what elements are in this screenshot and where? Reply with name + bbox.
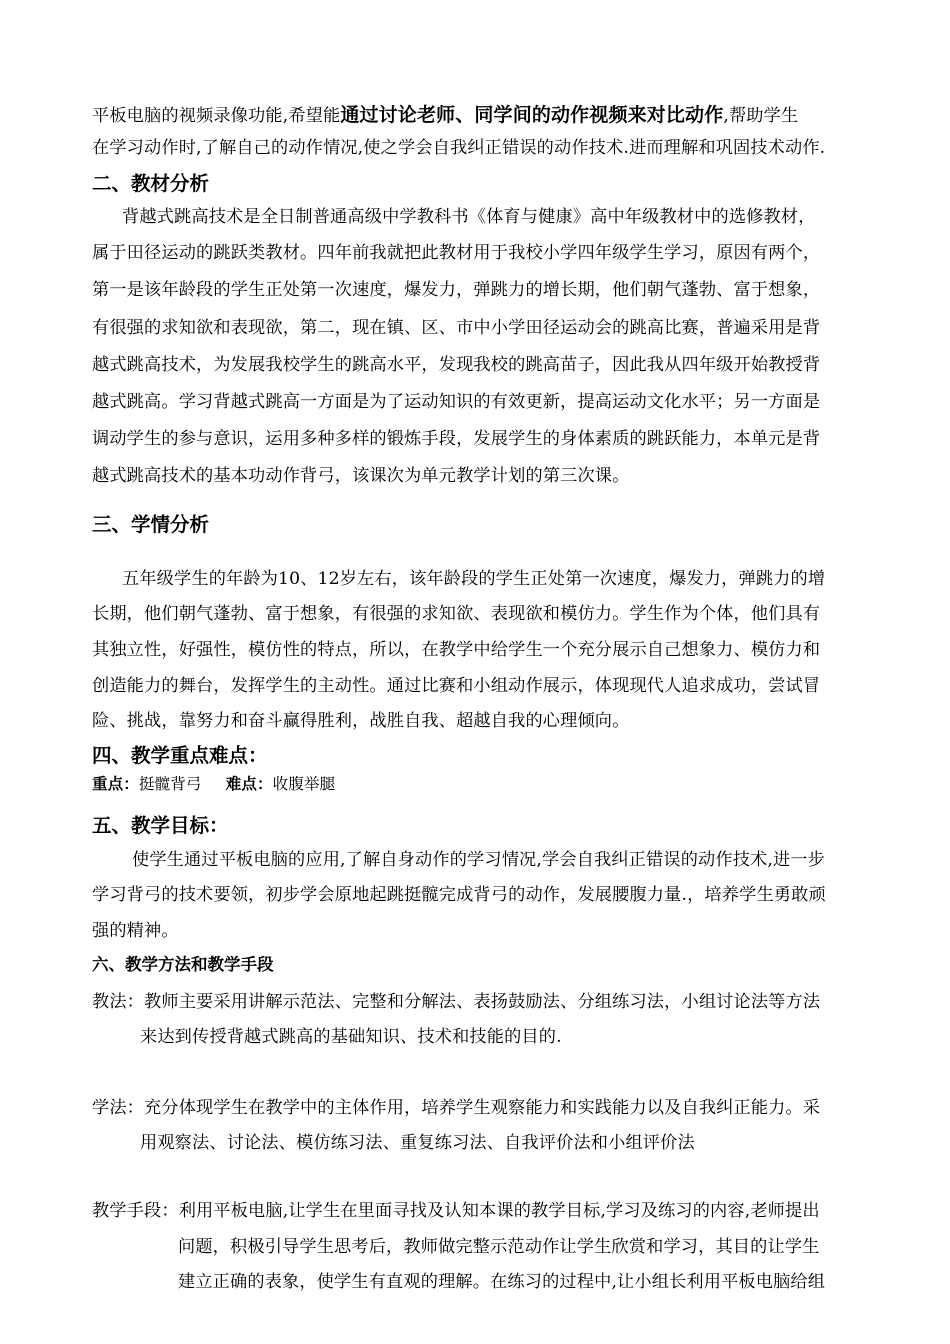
section-3-line: 五年级学生的年龄为10、12岁左右，该年龄段的学生正处第一次速度，爆发力，弹跳力的增 — [122, 569, 826, 589]
intro-line-1 — [92, 100, 798, 127]
section-2-line: 调动学生的参与意识，运用多种多样的锻炼手段，发展学生的身体素质的跳跃能力，本单元是背 — [92, 429, 821, 449]
section-2-line: 有很强的求知欲和表现欲，第二，现在镇、区、市中小学田径运动会的跳高比赛，普遍采用是背 — [92, 318, 821, 338]
section-5-line: 强的精神。 — [92, 921, 179, 941]
section-2-heading: 二、教材分析 — [92, 172, 210, 195]
learning-method-line: 学法：充分体现学生在教学中的主体作用，培养学生观察能力和实践能力以及自我纠正能力。采 — [92, 1098, 821, 1118]
section-5-line: 学习背弓的技术要领，初步学会原地起跳挺髋完成背弓的动作，发展腰腹力量.，培养学生勇敢顽 — [92, 885, 826, 905]
teaching-means-line: 教学手段：利用平板电脑,让学生在里面寻找及认知本课的教学目标,学习及练习的内容,老师提出 — [92, 1201, 820, 1221]
intro-text-before: 平板电脑的视频录像功能,希望能 — [92, 106, 341, 126]
section-5-heading: 五、教学目标： — [92, 814, 229, 837]
teaching-means-line: 建立正确的表象，使学生有直观的理解。在练习的过程中,让小组长利用平板电脑给组 — [178, 1272, 826, 1292]
section-2-line: 越式跳高。学习背越式跳高一方面是为了运动知识的有效更新，提高运动文化水平；另一方面是 — [92, 392, 821, 412]
key-point-label: 重点： — [92, 774, 139, 793]
key-point-value: 挺髋背弓 — [138, 775, 202, 793]
difficulty-value: 收腹举腿 — [272, 775, 336, 793]
intro-line-2: 在学习动作时,了解自己的动作情况,使之学会自我纠正错误的动作技术.进而理解和巩固技术动作. — [92, 138, 826, 158]
section-2-line: 背越式跳高技术是全日制普通高级中学教科书《体育与健康》高中年级教材中的选修教材， — [122, 207, 816, 227]
section-2-line: 属于田径运动的跳跃类教材。四年前我就把此教材用于我校小学四年级学生学习，原因有两个， — [92, 243, 821, 263]
teaching-method-line: 来达到传授背越式跳高的基础知识、技术和技能的目的. — [140, 1027, 562, 1047]
intro-emphasis: 通过讨论老师、同学间的动作视频来对比动作 — [340, 104, 724, 126]
intro-text-after: ,帮助学生 — [723, 106, 799, 126]
section-3-line: 险、挑战，靠努力和奋斗赢得胜利，战胜自我、超越自我的心理倾向。 — [92, 711, 630, 731]
key-points-line — [92, 772, 335, 794]
difficulty-label: 难点： — [225, 774, 273, 793]
section-2-line: 越式跳高技术的基本功动作背弓，该课次为单元教学计划的第三次课。 — [92, 466, 630, 486]
section-3-line: 长期，他们朝气蓬勃、富于想象，有很强的求知欲、表现欲和模仿力。学生作为个体，他们具有 — [92, 604, 821, 624]
section-4-heading: 四、教学重点难点： — [92, 744, 268, 767]
section-3-line: 其独立性，好强性，模仿性的特点，所以，在教学中给学生一个充分展示自己想象力、模仿力和 — [92, 640, 821, 660]
section-3-line: 创造能力的舞台，发挥学生的主动性。通过比赛和小组动作展示，体现现代人追求成功，尝试冒 — [92, 676, 821, 696]
section-2-line: 越式跳高技术，为发展我校学生的跳高水平，发现我校的跳高苗子，因此我从四年级开始教授背 — [92, 355, 821, 375]
section-2-line: 第一是该年龄段的学生正处第一次速度，爆发力，弹跳力的增长期，他们朝气蓬勃、富于想象， — [92, 280, 821, 300]
section-5-line: 使学生通过平板电脑的应用,了解自身动作的学习情况,学会自我纠正错误的动作技术,进一步 — [132, 850, 826, 870]
section-6-heading: 六、教学方法和教学手段 — [92, 955, 274, 974]
teaching-method-line: 教法：教师主要采用讲解示范法、完整和分解法、表扬鼓励法、分组练习法，小组讨论法等方法 — [92, 992, 821, 1012]
teaching-means-line: 问题，积极引导学生思考后，教师做完整示范动作让学生欣赏和学习，其目的让学生 — [178, 1237, 820, 1257]
section-3-heading: 三、学情分析 — [92, 513, 210, 536]
learning-method-line: 用观察法、讨论法、模仿练习法、重复练习法、自我评价法和小组评价法 — [140, 1133, 695, 1153]
